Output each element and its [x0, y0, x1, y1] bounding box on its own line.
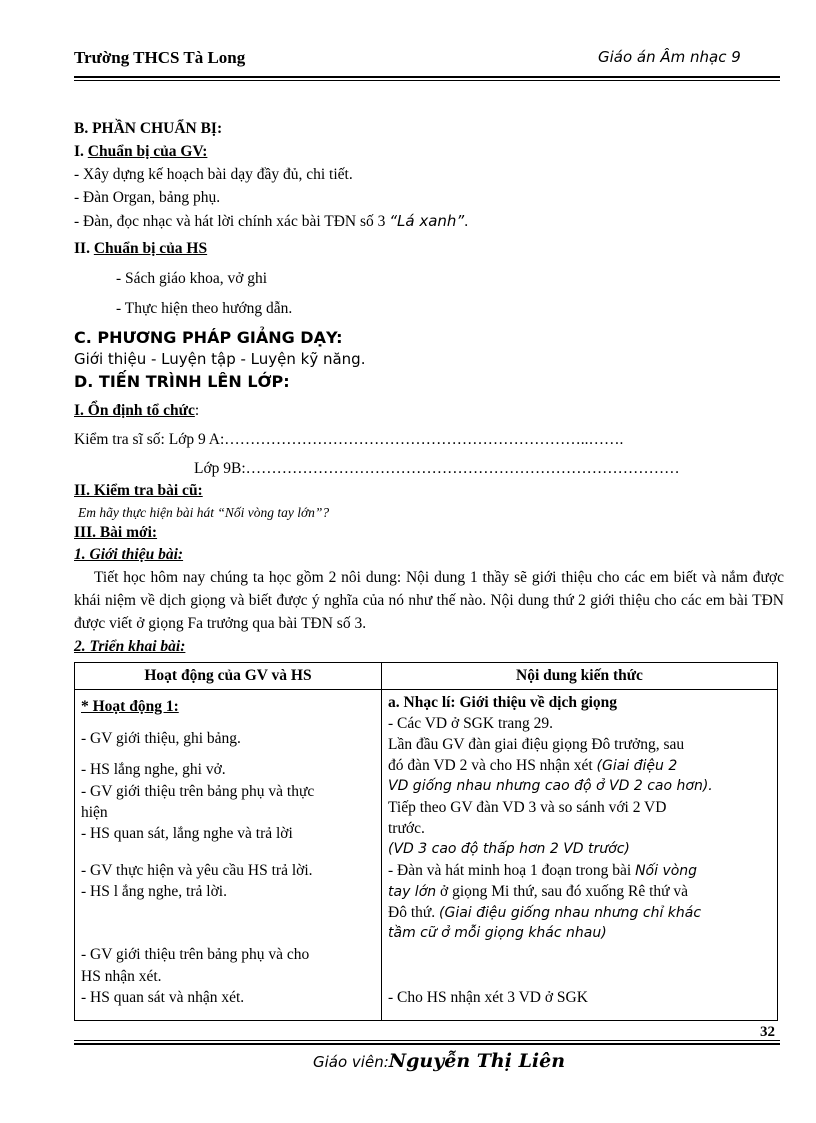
- content-line: - Cho HS nhận xét 3 VD ở SGK: [388, 989, 588, 1006]
- header-divider-thin: [74, 80, 780, 81]
- content-line: [388, 883, 688, 901]
- activity-line: - HS quan sát, lắng nghe và trả lời: [81, 825, 293, 842]
- content-heading: a. Nhạc lí: Giới thiệu về dịch giọng: [388, 694, 618, 711]
- header-divider: [74, 76, 780, 78]
- hs-item-1: - Sách giáo khoa, vở ghi: [116, 270, 268, 287]
- school-name: Trường THCS Tà Long: [74, 48, 246, 67]
- section-d-title: D. TIẾN TRÌNH LÊN LỚP:: [74, 372, 290, 391]
- activity-line: - GV giới thiệu trên bảng phụ và thực: [81, 783, 315, 800]
- content-text: Đô thứ.: [388, 904, 440, 921]
- activity-line: hiện: [81, 804, 108, 821]
- section-b-title: B. PHẦN CHUẨN BỊ:: [74, 120, 223, 137]
- gv-prep-heading-text: Chuẩn bị của GV:: [87, 143, 208, 160]
- lesson-table: [74, 662, 778, 1021]
- gv-item-3-text: - Đàn, đọc nhạc và hát lời chính xác bài TĐN số 3: [74, 213, 390, 230]
- activity-1-heading: * Hoạt động 1:: [81, 698, 179, 715]
- hs-prep-heading: [74, 240, 207, 258]
- content-text: ở giọng Mi thứ, sau đó xuống Rê thứ và: [436, 883, 689, 900]
- attendance-9b: Lớp 9B:…………………………………………………………………………: [194, 460, 680, 477]
- footer-teacher: [313, 1050, 565, 1072]
- activity-line: - HS lắng nghe, ghi vở.: [81, 761, 226, 778]
- section-c-text: Giới thiệu - Luyện tập - Luyện kỹ năng.: [74, 350, 366, 368]
- content-cell: [382, 690, 778, 1021]
- song-name: “Lá xanh”: [389, 212, 465, 230]
- content-line: - Các VD ở SGK trang 29.: [388, 715, 554, 732]
- col-activities-header: Hoạt động của GV và HS: [75, 663, 382, 690]
- footer-divider-thin: [74, 1040, 780, 1041]
- part1-heading-text: I. Ổn định tổ chức: [74, 402, 195, 419]
- intro-heading: 1. Giới thiệu bài:: [74, 546, 184, 563]
- content-note-line: VD giống nhau nhưng cao độ ở VD 2 cao hơn).: [388, 778, 713, 794]
- col-content-header: Nội dung kiến thức: [382, 663, 778, 690]
- content-line: Lần đầu GV đàn giai điệu giọng Đô trưởng, sau: [388, 736, 685, 753]
- table-row: [75, 690, 778, 1021]
- activity-line: - GV thực hiện và yêu cầu HS trả lời.: [81, 862, 313, 879]
- activity-line: - GV giới thiệu, ghi bảng.: [81, 730, 241, 747]
- content-line: [388, 904, 701, 922]
- activity-line: - GV giới thiệu trên bảng phụ và cho: [81, 946, 310, 963]
- content-note: (Giai điệu giống nhau nhưng chỉ khác: [439, 905, 702, 921]
- content-note-line: tầm cữ ở mỗi giọng khác nhau): [388, 925, 607, 941]
- page-number: 32: [760, 1024, 775, 1040]
- part1-heading: [74, 402, 199, 420]
- content-line: trước.: [388, 820, 425, 837]
- content-line: Tiếp theo GV đàn VD 3 và so sánh với 2 VD: [388, 799, 667, 816]
- deploy-heading: 2. Triển khai bài:: [74, 638, 186, 655]
- activity-line: HS nhận xét.: [81, 968, 162, 985]
- hs-prep-prefix: II.: [74, 240, 94, 257]
- part2-question: Em hãy thực hiện bài hát “Nối vòng tay lớn”?: [78, 505, 330, 520]
- footer-divider: [74, 1043, 780, 1045]
- gv-prep-heading: [74, 143, 207, 161]
- content-note: (Giai điệu 2: [596, 758, 678, 774]
- content-text: đó đàn VD 2 và cho HS nhận xét: [388, 757, 597, 774]
- content-line: [388, 862, 697, 880]
- gv-item-2: - Đàn Organ, bảng phụ.: [74, 189, 221, 206]
- teacher-label: Giáo viên:: [313, 1053, 389, 1071]
- activities-cell: [75, 690, 382, 1021]
- gv-prep-prefix: I.: [74, 143, 88, 160]
- content-line: [388, 757, 677, 775]
- gv-item-3-end: .: [464, 213, 469, 230]
- song-title: tay lớn: [388, 884, 437, 900]
- part2-heading: II. Kiểm tra bài cũ:: [74, 482, 203, 499]
- teacher-name: Nguyễn Thị Liên: [388, 1050, 566, 1072]
- gv-item-3: [74, 212, 468, 231]
- gv-item-1: - Xây dựng kế hoạch bài dạy đầy đủ, chi tiết.: [74, 166, 353, 183]
- attendance-9a: Kiểm tra sĩ số: Lớp 9 A:……………………………………………………………..…….: [74, 431, 624, 448]
- activity-line: - HS quan sát và nhận xét.: [81, 989, 245, 1006]
- hs-prep-heading-text: Chuẩn bị của HS: [93, 240, 208, 257]
- table-header-row: [75, 663, 778, 690]
- intro-paragraph: Tiết học hôm nay chúng ta học gồm 2 nôi dung: Nội dung 1 thầy sẽ giới thiệu cho các em biết và nắm được khái niệm về dịch giọng và biết được ý nghĩa của nó như thế nào. Nội dung thứ 2 giới thiệu cho các em bài TĐN được viết ở giọng Fa trưởng qua bài TĐN số 3.: [74, 569, 784, 632]
- content-note-line: (VD 3 cao độ thấp hơn 2 VD trước): [388, 841, 630, 857]
- document-title: Giáo án Âm nhạc 9: [598, 48, 741, 66]
- section-c-title: C. PHƯƠNG PHÁP GIẢNG DẠY:: [74, 328, 343, 347]
- hs-item-2: - Thực hiện theo hướng dẫn.: [116, 300, 293, 317]
- part3-heading: III. Bài mới:: [74, 524, 158, 541]
- content-text: - Đàn và hát minh hoạ 1 đoạn trong bài: [388, 862, 636, 879]
- part1-colon: :: [194, 402, 200, 419]
- activity-line: - HS l ắng nghe, trả lời.: [81, 883, 227, 900]
- song-title: Nối vòng: [635, 863, 698, 879]
